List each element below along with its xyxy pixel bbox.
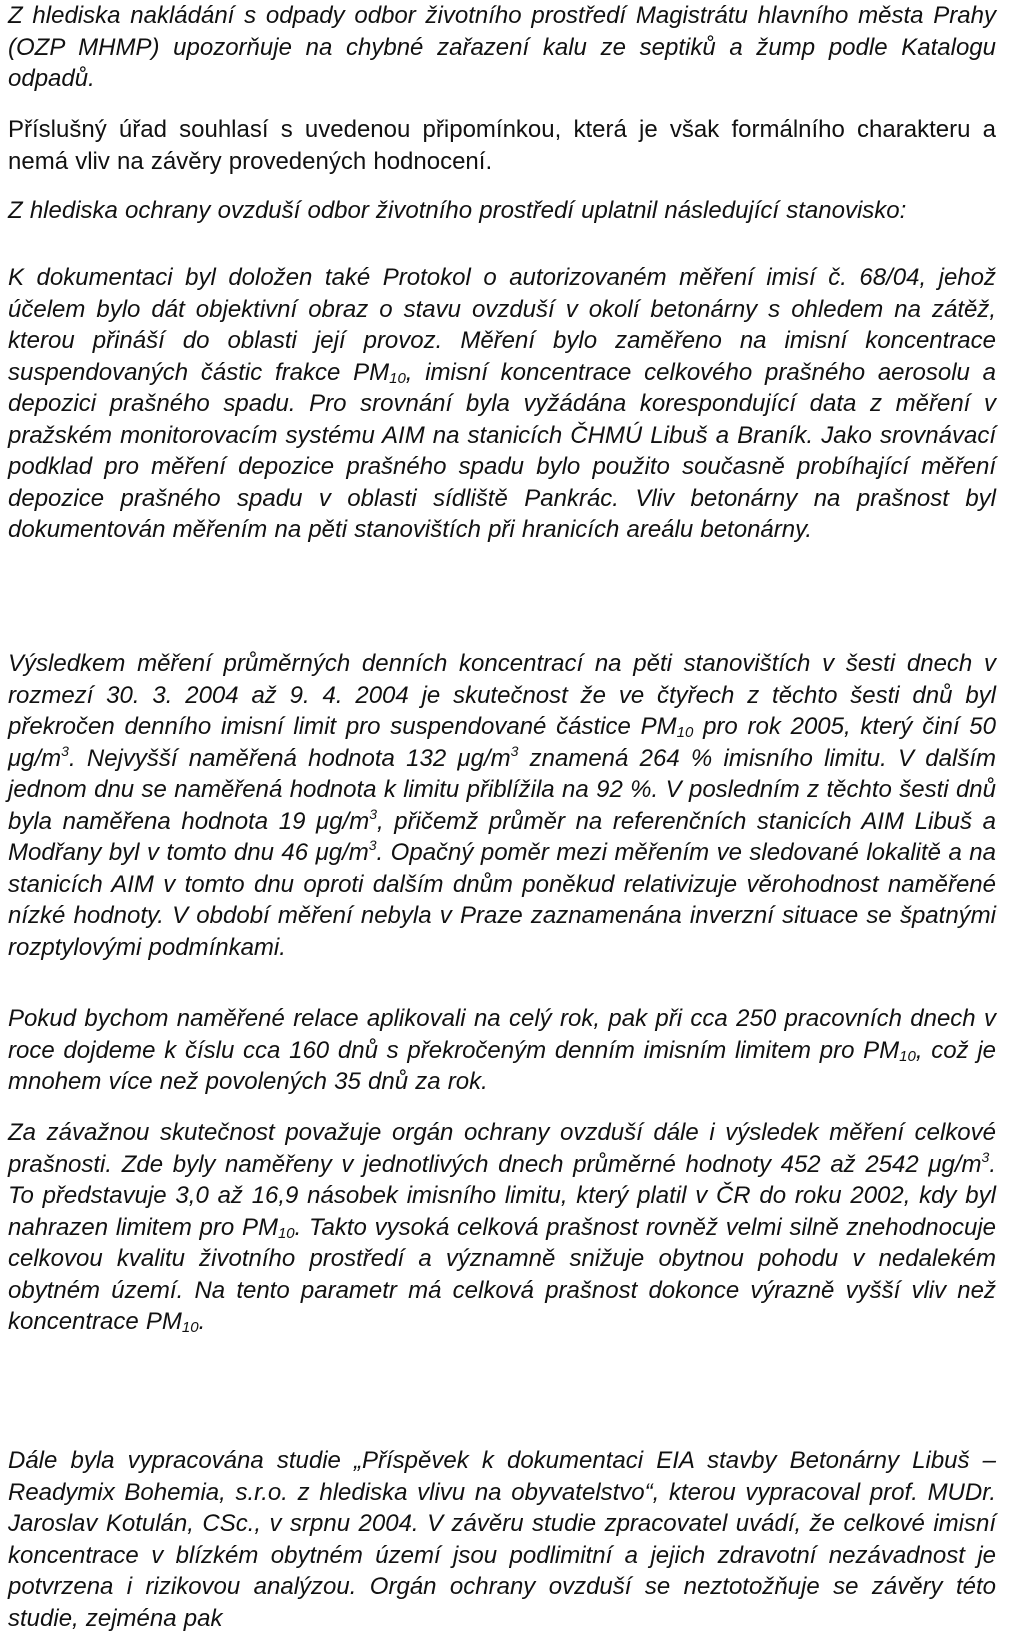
paragraph-authority-agreement: Příslušný úřad souhlasí s uvedenou připomínkou, která je však formálního charakteru a nemá vliv na závěry provedených hodnocení. bbox=[8, 116, 996, 175]
text-segment: . Opačný poměr mezi měřením ve sledované lokalitě a na stanicích AIM v tomto dnu oproti dalším dnům poněkud relativizuje věrohodnost naměřené nízké hodnoty. V období měření nebyla v Praze zaznamenána inverzní situace se špatnými rozptylovými podmínkami. bbox=[8, 839, 996, 961]
superscript: 3 bbox=[368, 837, 377, 853]
text-segment: . bbox=[198, 1308, 206, 1335]
paragraph-annual-extrapolation bbox=[8, 1003, 996, 1098]
text-segment: , což je mnohem více než povolených 35 dnů za rok. bbox=[8, 1036, 997, 1095]
text-segment: znamená 264 % imisního limitu. V dalším jednom dnu se naměřená hodnota k limitu přiblížila na 92 %. V posledním z těchto šesti dnů byla naměřena hodnota 19 μg/m bbox=[8, 744, 996, 835]
text-segment: Výsledkem měření průměrných denních koncentrací na pěti stanovištích v šesti dnech v rozmezí 30. 3. 2004 až 9. 4. 2004 je skutečnost že ve čtyřech z těchto šesti dnů byl překročen denního imisní limit pro suspendované částice PM bbox=[8, 650, 996, 740]
text-segment: Za závažnou skutečnost považuje orgán ochrany ovzduší dále i výsledek měření celkové prašnosti. Zde byly naměřeny v jednotlivých dnech průměrné hodnoty 452 až 2542 μg/m bbox=[8, 1119, 996, 1178]
text-segment: Pokud bychom naměřené relace aplikovali na celý rok, pak při cca 250 pracovních dnech v roce dojdeme k číslu cca 160 dnů s překročeným denním imisním limitem pro PM bbox=[8, 1005, 996, 1064]
text-segment: , imisní koncentrace celkového prašného aerosolu a depozici prašného spadu. Pro srovnání byla vyžádána korespondující data z měření v pražském monitorovacím systému AIM na stanicích ČHMÚ Libuš a Braník. Jako srovnávací podklad pro měření depozice prašného spadu bylo použito současně probíhající měření depozice prašného spadu v oblasti sídliště Pankrác. Vliv betonárny na prašnost byl dokumentován měřením na pěti stanovištích při hranicích areálu betonárny. bbox=[8, 358, 996, 543]
subscript: 10 bbox=[676, 724, 694, 741]
superscript: 3 bbox=[61, 742, 69, 759]
text-segment: . Takto vysoká celková prašnost rovněž velmi silně znehodnocuje celkovou kvalitu životního prostředí a významně snižuje obytnou pohodu v nedalekém obytném území. Na tento parametr má celková prašnost dokonce výrazně vyšší vliv než koncentrace PM bbox=[8, 1213, 997, 1335]
text-segment: pro rok 2005, který činí 50 μg/m bbox=[8, 713, 996, 772]
subscript: 10 bbox=[277, 1224, 295, 1242]
subscript: 10 bbox=[899, 1047, 916, 1065]
paragraph-measurement-protocol bbox=[8, 262, 996, 546]
superscript: 3 bbox=[981, 1148, 990, 1165]
text-segment: , přičemž průměr na referenčních stanicích AIM Libuš a Modřany byl v tomto dnu 46 μg/m bbox=[8, 807, 997, 866]
text-segment: K dokumentaci byl doložen také Protokol o autorizovaném měření imisí č. 68/04, jehož účelem bylo dát objektivní obraz o stavu ovzduší v okolí betonárny s ohledem na zátěž, kterou přináší do oblasti její provoz. Měření bylo zaměřeno na imisní koncentrace suspendovaných částic frakce PM bbox=[8, 264, 996, 386]
text-segment: . Nejvyšší naměřená hodnota 132 μg/m bbox=[68, 744, 511, 772]
superscript: 3 bbox=[510, 742, 519, 759]
paragraph-air-protection-intro: Z hlediska ochrany ovzduší odbor životního prostředí uplatnil následující stanovisko: bbox=[8, 197, 907, 224]
paragraph-measurement-results bbox=[8, 648, 996, 963]
subscript: 10 bbox=[181, 1319, 199, 1336]
subscript: 10 bbox=[389, 369, 406, 387]
superscript: 3 bbox=[369, 805, 377, 822]
paragraph-health-study: Dále byla vypracována studie „Příspěvek k dokumentaci EIA stavby Betonárny Libuš – Readymix Bohemia, s.r.o. z hlediska vlivu na obyvatelstvo“, kterou vypracoval prof. MUDr. Jaroslav Kotulán, CSc., v srpnu 2004. V závěru studie zpracovatel uvádí, že celkové imisní koncentrace v blízkém obytném území jsou podlimitní a jejich zdravotní nezávadnost je potvrzena i rizikovou analýzou. Orgán ochrany ovzduší se neztotožňuje se závěry této studie, zejména pak bbox=[8, 1447, 996, 1632]
paragraph-total-dust bbox=[8, 1117, 996, 1338]
paragraph-waste-management: Z hlediska nakládání s odpady odbor životního prostředí Magistrátu hlavního města Prahy (OZP MHMP) upozorňuje na chybné zařazení kalu ze septiků a žump podle Katalogu odpadů. bbox=[8, 2, 996, 92]
text-segment: . To představuje 3,0 až 16,9 násobek imisního limitu, který platil v ČR do roku 2002, kdy byl nahrazen limitem pro PM bbox=[8, 1150, 996, 1241]
